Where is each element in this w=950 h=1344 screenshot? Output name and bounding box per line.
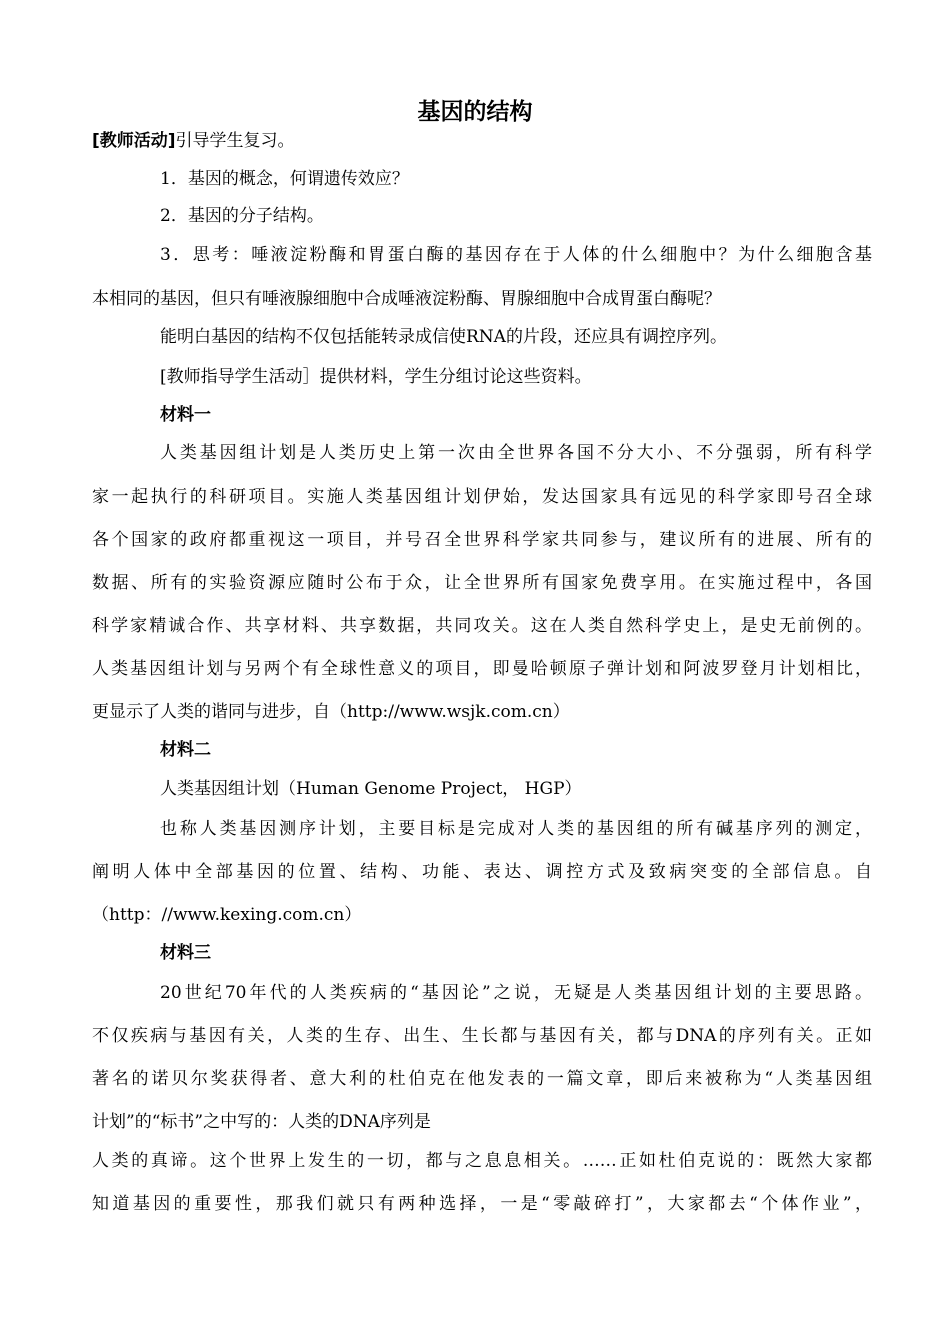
material-3-line: 20世纪70年代的人类疾病的“基因论”之说，无疑是人类基因组计划的主要思路。 (160, 983, 872, 1003)
material-3-line: 著名的诺贝尔奖获得者、意大利的杜伯克在他发表的一篇文章，即后来被称为“人类基因组 (92, 1069, 872, 1089)
material-1-line: 各个国家的政府都重视这一项目，并号召全世界科学家共同参与，建议所有的进展、所有的 (92, 530, 872, 550)
intro-text: 引导学生复习。 (175, 131, 295, 151)
material-1-line: 人类基因组计划是人类历史上第一次由全世界各国不分大小、不分强弱，所有科学 (160, 443, 872, 463)
material-2-name-line: 人类基因组计划（Human Genome Project， HGP） (160, 779, 582, 799)
teacher-activity-tag: [教师活动] (92, 131, 176, 151)
material-1-line: 人类基因组计划与另两个有全球性意义的项目，即曼哈顿原子弹计划和阿波罗登月计划相比， (92, 659, 872, 679)
activity-text: [教师指导学生活动］提供材料，学生分组讨论这些资料。 (160, 367, 592, 387)
question-1: 1．基因的概念，何谓遗传效应？ (160, 169, 409, 189)
material-3-line: 不仅疾病与基因有关，人类的生存、出生、生长都与基因有关，都与DNA的序列有关。正如 (92, 1026, 872, 1046)
conclusion-text: 能明白基因的结构不仅包括能转录成信使RNA的片段，还应具有调控序列。 (160, 327, 727, 347)
material-1-line: 数据、所有的实验资源应随时公布于众，让全世界所有国家免费享用。在实施过程中，各国 (92, 573, 872, 593)
material-3-line: 人类的真谛。这个世界上发生的一切，都与之息息相关。……正如杜伯克说的：既然大家都 (92, 1151, 872, 1171)
question-3-line-2: 本相同的基因，但只有唾液腺细胞中合成唾液淀粉酶、胃腺细胞中合成胃蛋白酶呢？ (92, 289, 721, 309)
material-2-line: 阐明人体中全部基因的位置、结构、功能、表达、调控方式及致病突变的全部信息。自 (92, 862, 872, 882)
question-3-line-1: 3．思考：唾液淀粉酶和胃蛋白酶的基因存在于人体的什么细胞中？为什么细胞含基 (160, 245, 872, 265)
question-2: 2．基因的分子结构。 (160, 206, 324, 226)
material-1-line: 科学家精诚合作、共享材料、共享数据，共同攻关。这在人类自然科学史上，是史无前例的。 (92, 616, 872, 636)
material-2-source-line: （http：//www.kexing.com.cn） (92, 905, 362, 925)
material-3-heading: 材料三 (160, 943, 211, 963)
material-3-line: 计划”的“标书”之中写的：人类的DNA序列是 (92, 1112, 431, 1132)
document-title: 基因的结构 (417, 99, 533, 125)
material-2-line: 也称人类基因测序计划，主要目标是完成对人类的基因组的所有碱基序列的测定， (160, 819, 872, 839)
material-1-source-line: 更显示了人类的谐同与进步，自（http://www.wsjk.com.cn） (92, 702, 570, 722)
material-1-line: 家一起执行的科研项目。实施人类基因组计划伊始，发达国家具有远见的科学家即号召全球 (92, 487, 872, 507)
material-3-line: 知道基因的重要性，那我们就只有两种选择，一是“零敲碎打”，大家都去“个体作业”， (92, 1194, 872, 1214)
intro-line (92, 128, 872, 154)
material-1-heading: 材料一 (160, 405, 211, 425)
material-2-heading: 材料二 (160, 740, 211, 760)
